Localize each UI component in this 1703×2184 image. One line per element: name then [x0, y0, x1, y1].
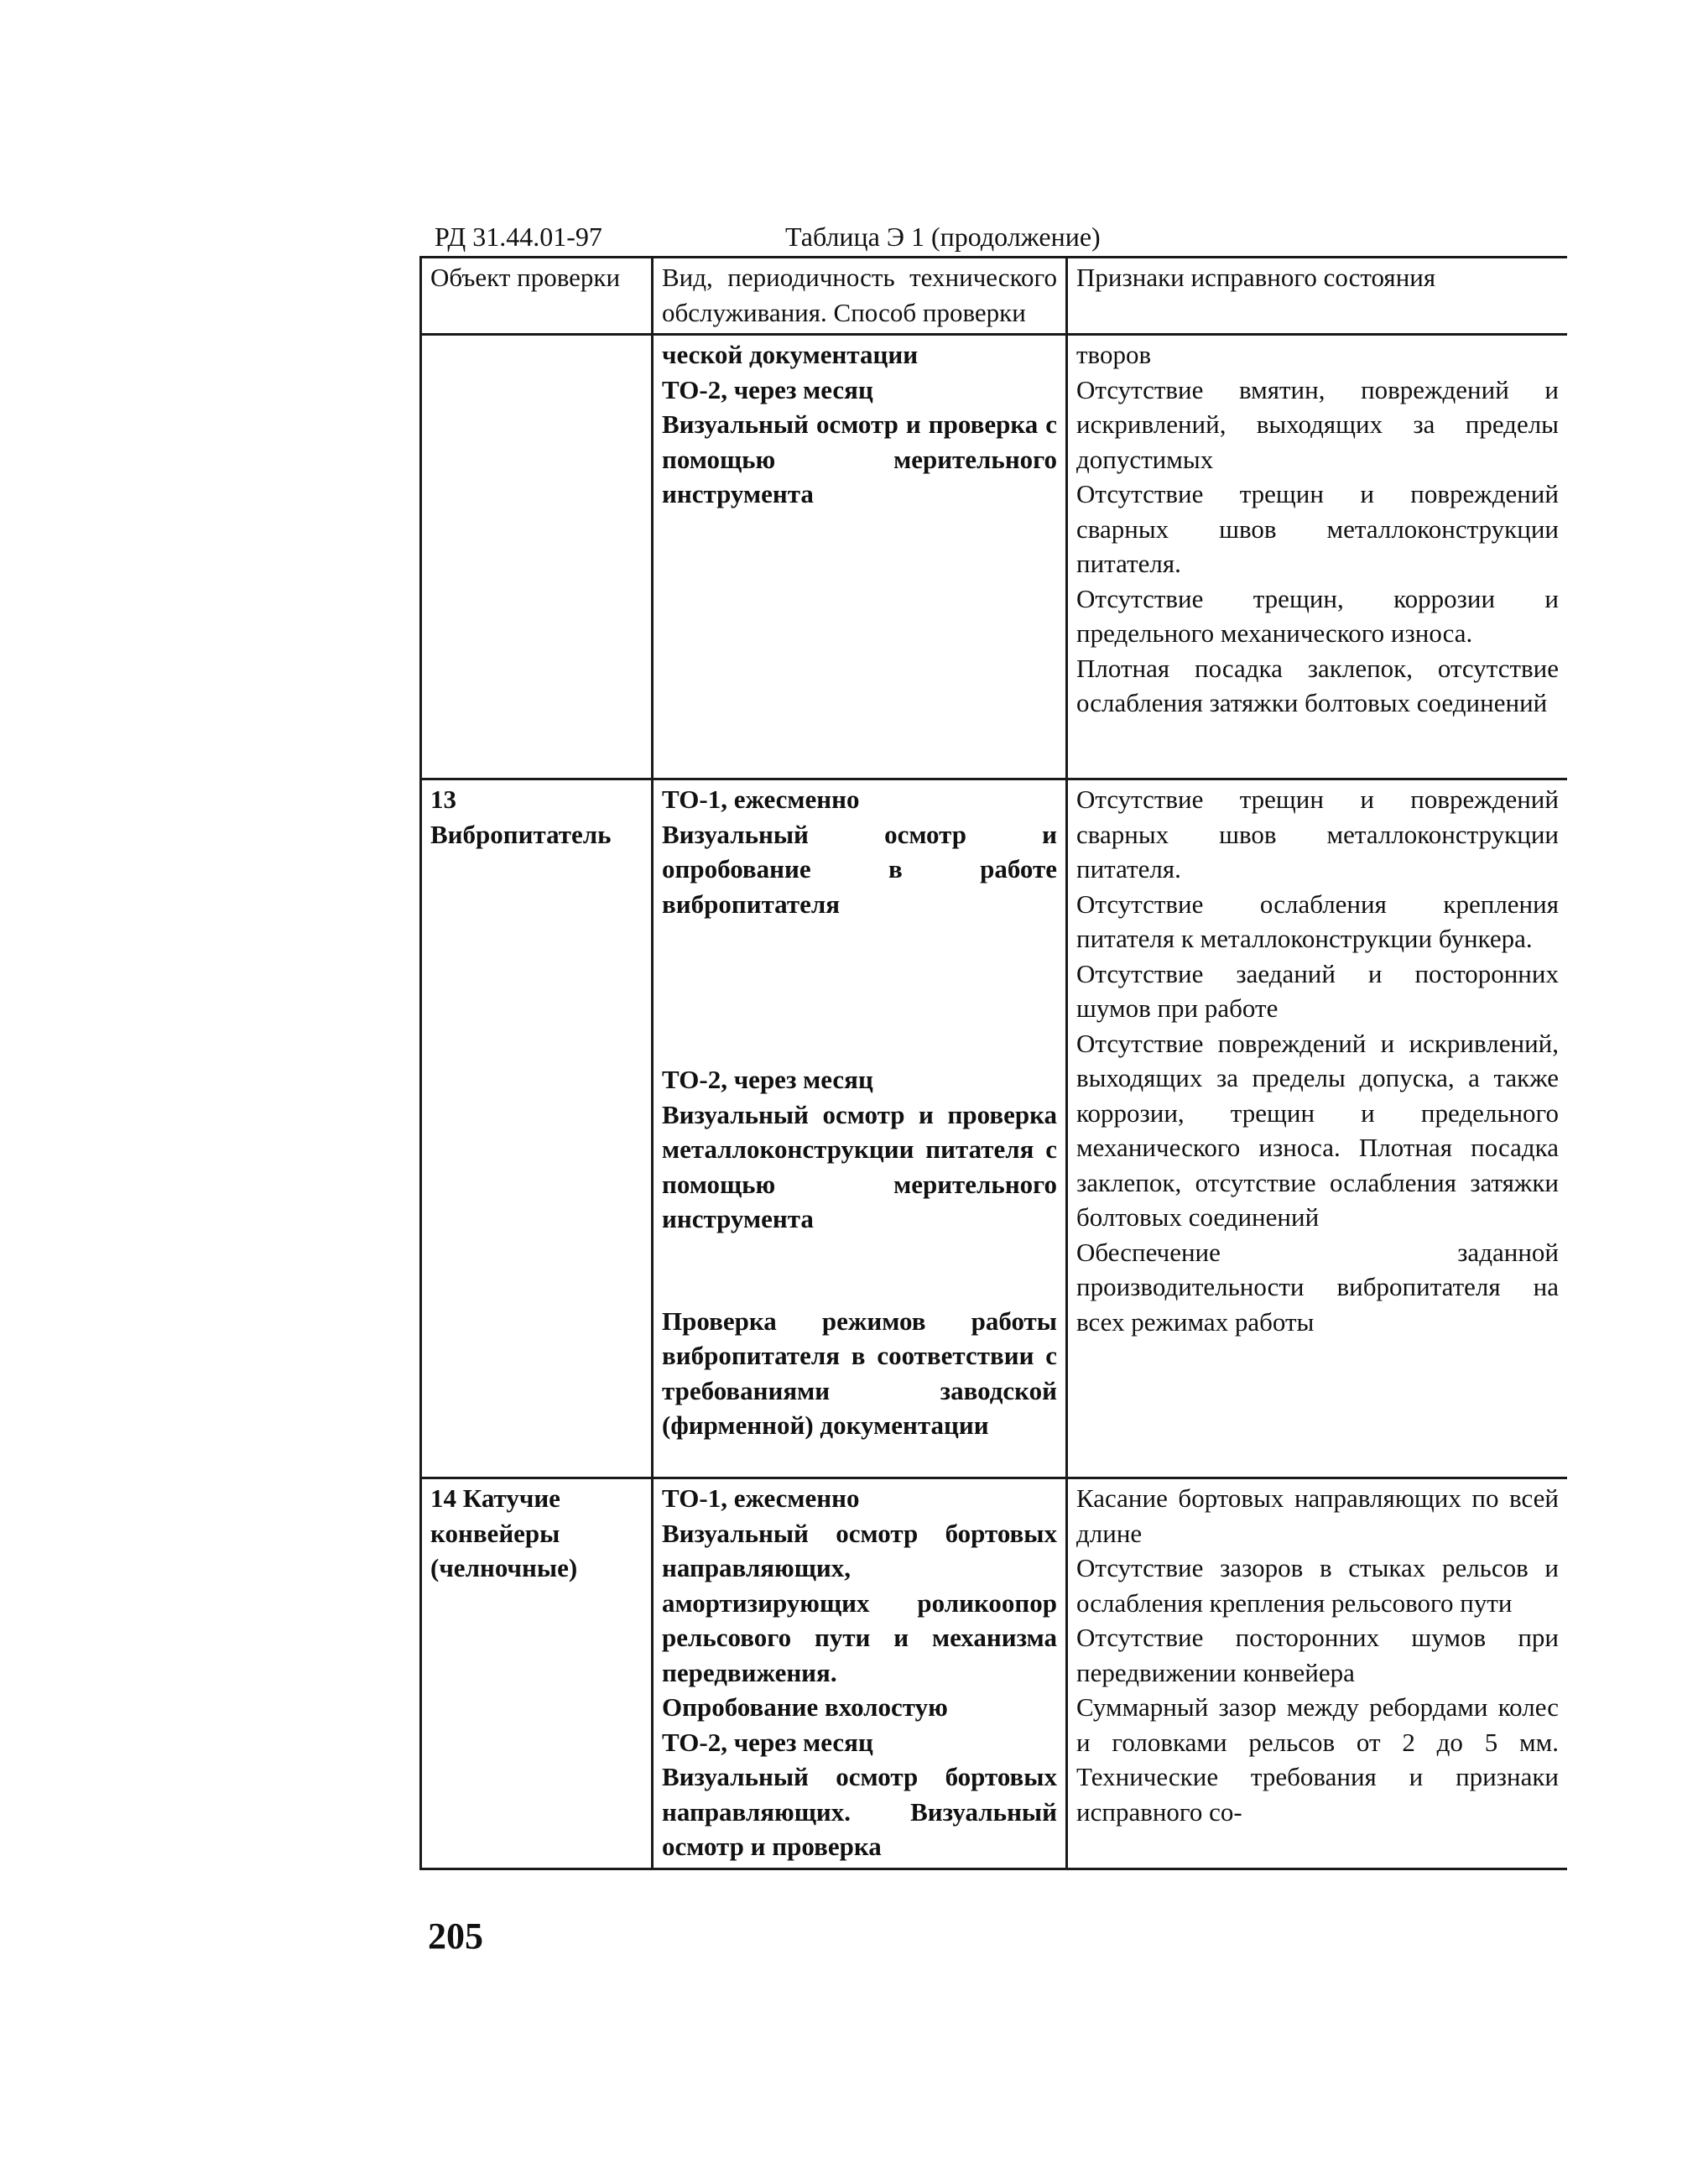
- method-text: Проверка режимов работы вибропитателя в соответствии с требованиями заводской (фирменной) документации: [662, 1306, 1057, 1440]
- method-text: ческой документации: [662, 340, 919, 369]
- method-text: Визуальный осмотр и проверка с помощью мерительного инструмента: [662, 409, 1057, 508]
- column-header-object: Объект проверки: [421, 258, 653, 335]
- cell-methods: [653, 335, 1067, 779]
- cell-object: [421, 779, 653, 1478]
- cell-object: [421, 335, 653, 779]
- sign-text: Отсутствие трещин, коррозии и предельного механического износа.: [1076, 583, 1559, 648]
- cell-signs: [1067, 1478, 1568, 1869]
- method-text: ТО-1, ежесменно: [662, 1483, 860, 1513]
- page-number: 205: [428, 1916, 483, 1957]
- sign-text: Обеспечение заданной производительности вибропитателя на всех режимах работы: [1076, 1237, 1559, 1337]
- sign-text: Отсутствие вмятин, повреждений и искривлений, выходящих за пределы допустимых: [1076, 374, 1559, 474]
- sign-text: Плотная посадка заклепок, отсутствие ослабления затяжки болтовых соединений: [1076, 653, 1559, 717]
- sign-text: Суммарный зазор между ребордами колес и головками рельсов от 2 до 5 мм. Технические требования и признаки исправного со-: [1076, 1692, 1559, 1827]
- document-code: РД 31.44.01-97: [435, 222, 602, 252]
- sign-text: Касание бортовых направляющих по всей длине: [1076, 1483, 1559, 1548]
- method-text: ТО-2, через месяц: [662, 1065, 873, 1094]
- table-row: [421, 1478, 1568, 1869]
- cell-signs: [1067, 335, 1568, 779]
- maintenance-table: [419, 256, 1567, 1870]
- method-text: ТО-1, ежесменно: [662, 784, 860, 814]
- object-name: 13 Вибропитатель: [430, 784, 612, 849]
- object-name: 14 Катучие конвейеры (челночные): [430, 1483, 578, 1582]
- sign-text: Отсутствие трещин и повреждений сварных швов металлоконструкции питателя.: [1076, 479, 1559, 578]
- method-text: Визуальный осмотр и опробование в работе вибропитателя: [662, 819, 1057, 919]
- sign-text: Отсутствие повреждений и искривлений, выходящих за пределы допуска, а также коррозии, трещин и предельного механического износа. Плотная посадка заклепок, отсутствие ослабления затяжки болтовых соединений: [1076, 1028, 1559, 1232]
- sign-text: Отсутствие посторонних шумов при передвижении конвейера: [1076, 1623, 1559, 1687]
- table-row: [421, 335, 1568, 779]
- sign-text: Отсутствие трещин и повреждений сварных швов металлоконструкции питателя.: [1076, 784, 1559, 884]
- method-text: ТО-2, через месяц: [662, 374, 873, 404]
- column-header-method-text: Вид, периодичность технического обслуживания. Способ проверки: [662, 263, 1057, 327]
- method-text: Визуальный осмотр и проверка металлоконструкции питателя с помощью мерительного инструмента: [662, 1099, 1057, 1233]
- column-header-signs: Признаки исправного состояния: [1067, 258, 1568, 335]
- sign-text: Отсутствие заеданий и посторонних шумов при работе: [1076, 958, 1559, 1023]
- cell-methods: [653, 779, 1067, 1478]
- table-row: [421, 779, 1568, 1478]
- page-header: [435, 220, 1569, 253]
- method-text: Опробование вхолостую: [662, 1692, 948, 1722]
- cell-methods: [653, 1478, 1067, 1869]
- table-header-row: [421, 258, 1568, 335]
- cell-object: [421, 1478, 653, 1869]
- cell-signs: [1067, 779, 1568, 1478]
- method-text: Визуальный осмотр бортовых направляющих. Визуальный осмотр и проверка: [662, 1762, 1057, 1861]
- column-header-method: [653, 258, 1067, 335]
- table-container: [419, 256, 1567, 1892]
- table-caption: Таблица Э 1 (продолжение): [785, 222, 1101, 252]
- sign-text: Отсутствие ослабления крепления питателя к металлоконструкции бункера.: [1076, 889, 1559, 953]
- sign-text: Отсутствие зазоров в стыках рельсов и ослабления крепления рельсового пути: [1076, 1553, 1559, 1618]
- method-text: ТО-2, через месяц: [662, 1727, 873, 1757]
- method-text: Визуальный осмотр бортовых направляющих, амортизирующих роликоопор рельсового пути и механизма передвижения.: [662, 1518, 1057, 1687]
- sign-text: творов: [1076, 340, 1152, 369]
